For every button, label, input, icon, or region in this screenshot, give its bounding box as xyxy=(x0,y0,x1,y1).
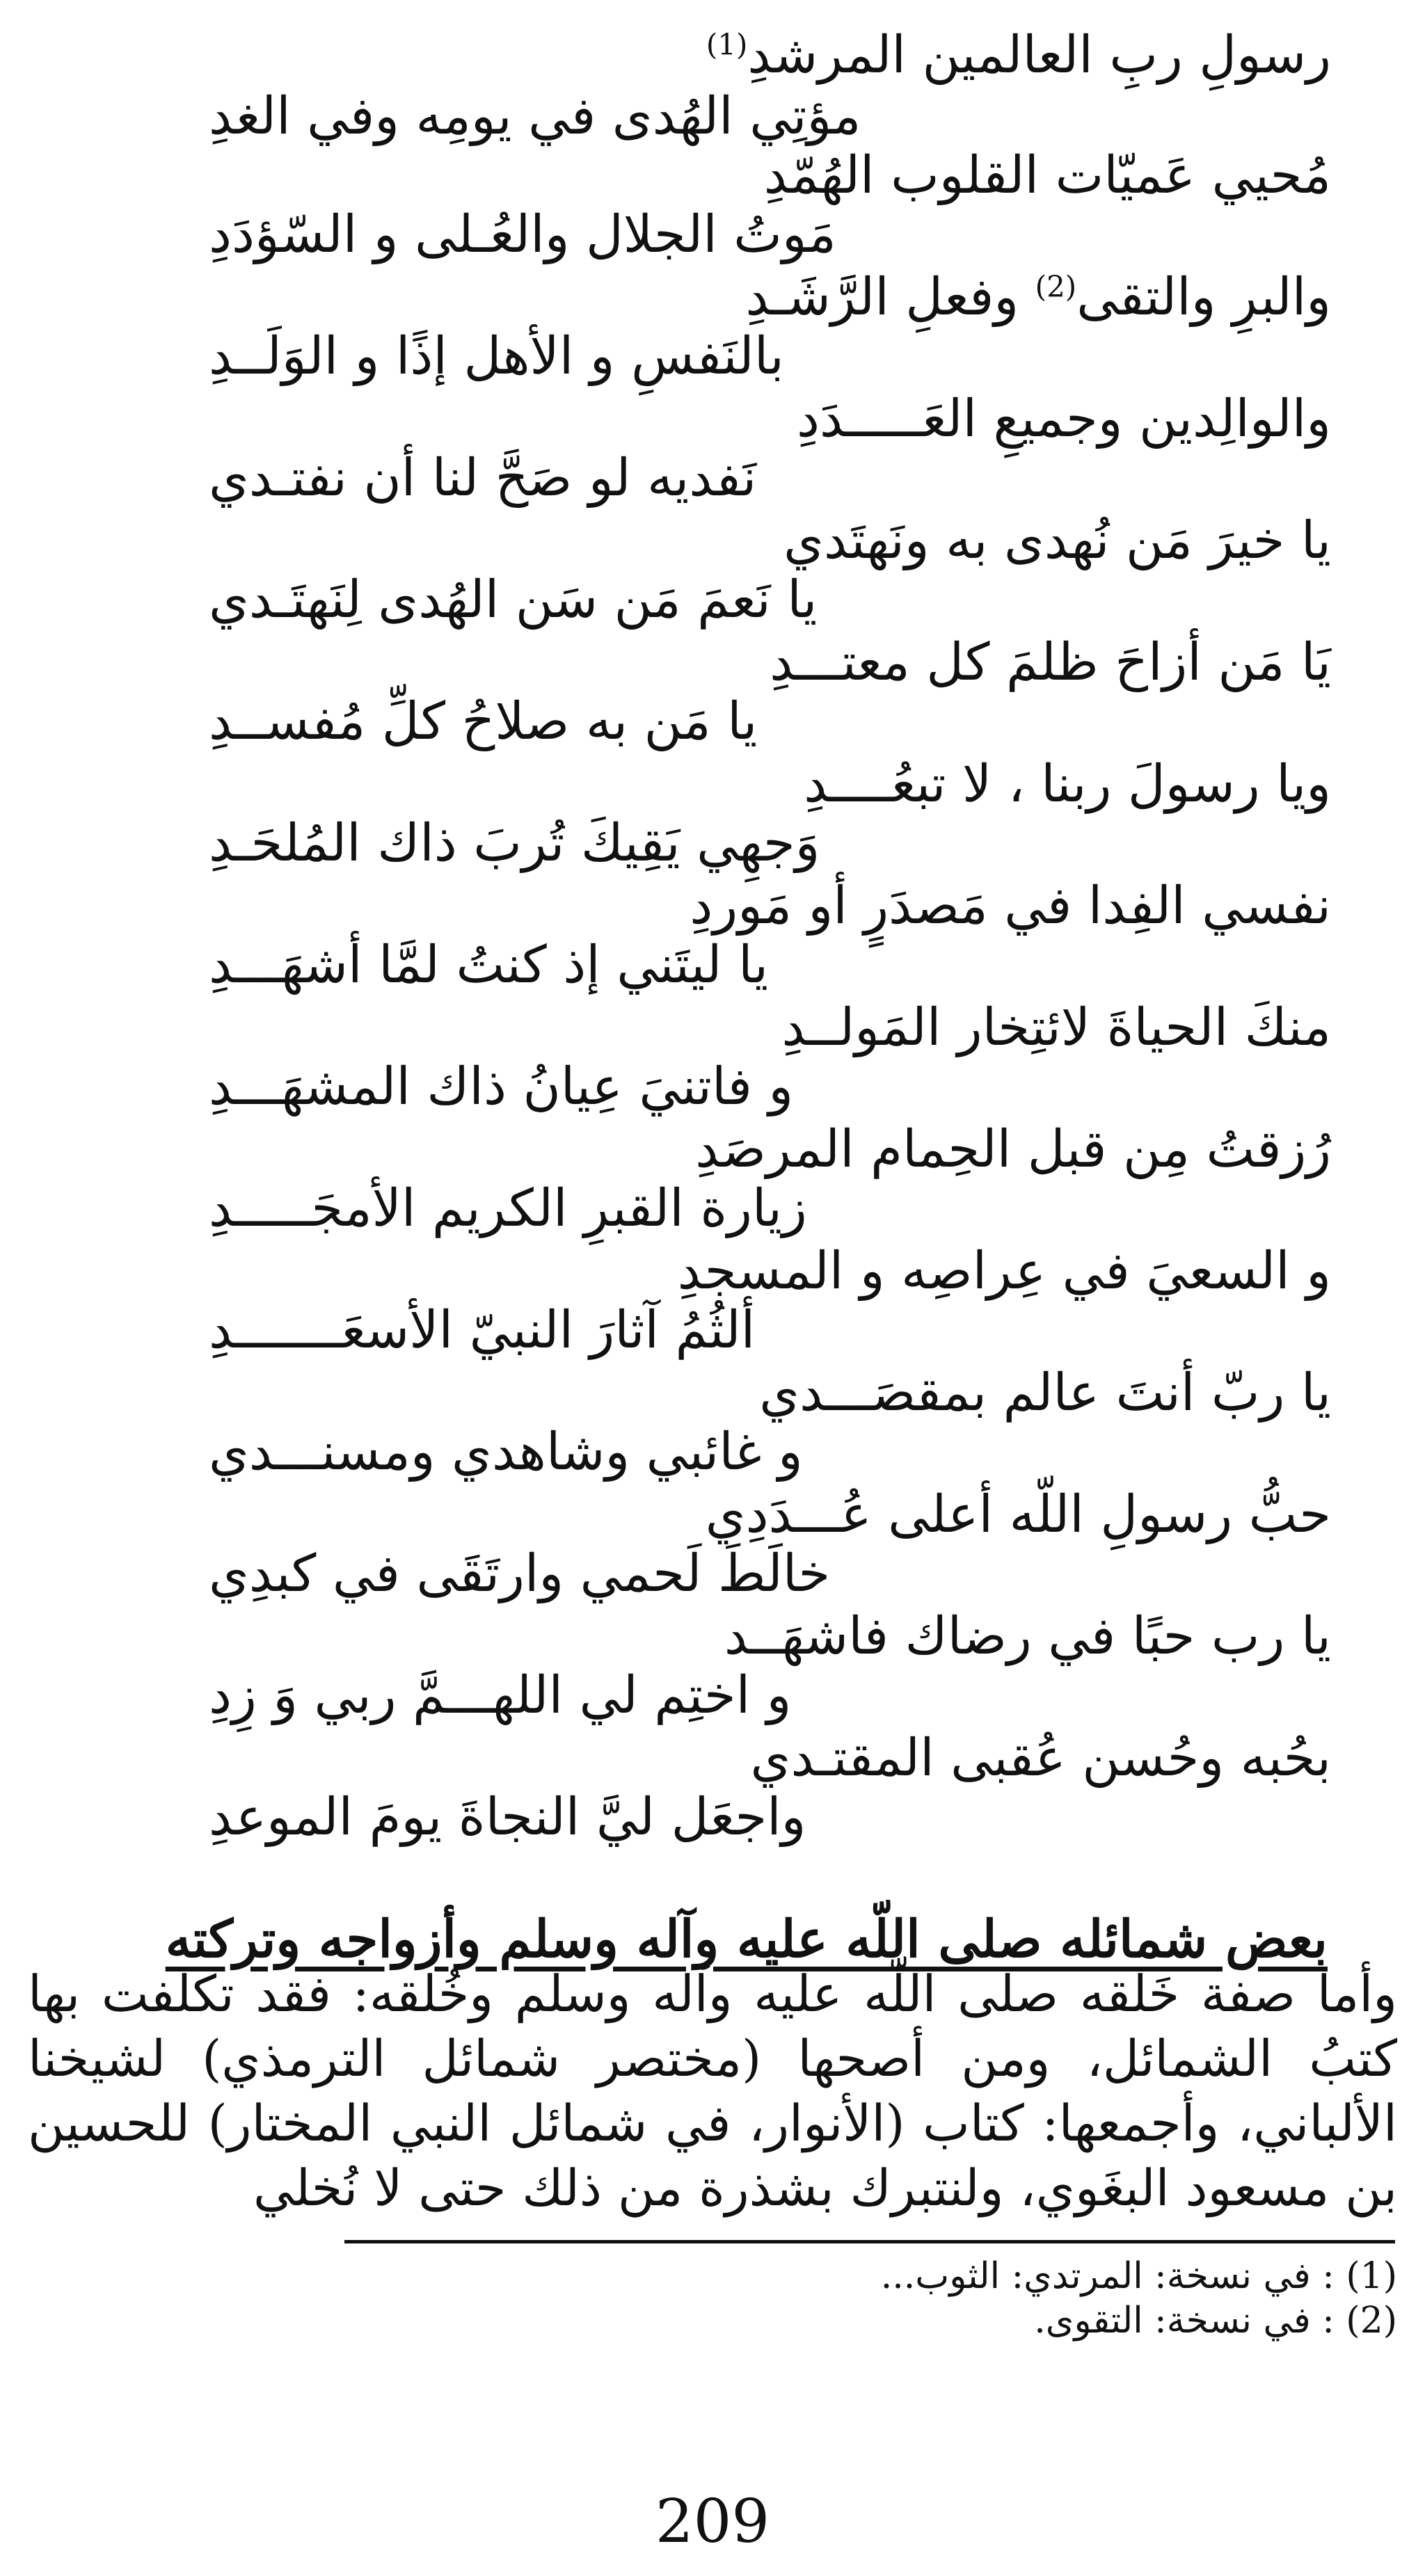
verse-11a: و السعيَ في عِراصِه و المسجدِ xyxy=(677,1241,1331,1301)
verse-1b: مؤتِي الهُدى في يومِه وفي الغدِ xyxy=(209,86,861,146)
verse-5a: يا خيرَ مَن نُهدى به ونَهتَدي xyxy=(783,511,1331,570)
verse-11b: ألثُمُ آثارَ النبيّ الأسعَـــــــدِ xyxy=(209,1300,756,1360)
verse-text: والبرِ والتقى xyxy=(1076,267,1331,327)
verse-4a: والوالِدين وجميعِ العَـــــدَدِ xyxy=(797,389,1331,449)
verse-2b: مَوتُ الجلال والعُـلى و السّؤدَدِ xyxy=(209,205,836,264)
section-heading: بعض شمائله صلى اللّه عليه وآله وسلم وأزواجه وتركته xyxy=(165,1910,1328,1969)
verse-13b: خالَطَ لَحمي وارتَقَى في كبدِي xyxy=(209,1544,831,1603)
verse-9b: و فاتنيَ عِيانُ ذاك المشهَـــدِ xyxy=(209,1057,794,1117)
verse-text: وفعلِ الرَّشَـدِ xyxy=(745,267,1035,327)
verse-2a: مُحيي عَميّات القلوب الهُمّدِ xyxy=(763,145,1331,205)
verse-3b: بالنَفسِ و الأهل إذًا و الوَلَــدِ xyxy=(209,326,784,386)
verse-15b: واجعَل ليَّ النجاةَ يومَ الموعدِ xyxy=(209,1787,806,1847)
paragraph-text: وأما صفة خَلقه صلى اللّه عليه وآله وسلم وخُلقه: فقد تكلفت بها كتبُ الشمائل، ومن أصحها (مختصر شمائل الترمذي) لشيخنا الألباني، وأجمعها: كتاب (الأنوار، في شمائل النبي المختار) للحسين بن مسعود البغَوي، ولنتبرك بشذرة من ذلك حتى لا نُخلي xyxy=(28,1965,1397,2217)
footnote-2: (2) : في نسخة: التقوى. xyxy=(1034,2300,1397,2342)
verse-14b: و اختِم لي اللهـــمَّ ربي وَ زِدِ xyxy=(209,1665,792,1725)
verse-text: رسولِ ربِ العالمين المرشدِ xyxy=(747,25,1331,85)
verse-1a xyxy=(706,25,1331,85)
verse-9a: منكَ الحياةَ لائتِخار المَولــدِ xyxy=(781,998,1331,1057)
footnote-ref: (1) xyxy=(706,27,748,62)
verse-12a: يا ربّ أنتَ عالم بمقصَـــدي xyxy=(759,1363,1331,1423)
body-paragraph xyxy=(28,1962,1397,2221)
verse-4b: نَفديه لو صَحَّ لنا أن نفتـدي xyxy=(209,448,757,508)
verse-6a: يَا مَن أزاحَ ظلمَ كل معتـــدِ xyxy=(770,632,1331,692)
verse-7b: وَجهِي يَقِيكَ تُربَ ذاك المُلحَـدِ xyxy=(209,813,820,873)
verse-8b: يا ليتَني إذ كنتُ لمَّا أشهَـــدِ xyxy=(209,935,769,995)
verse-14a: يا رب حبًا في رضاك فاشهَــد xyxy=(724,1606,1331,1666)
verse-10a: رُزقتُ مِن قبل الحِمام المرصَدِ xyxy=(695,1119,1331,1179)
verse-12b: و غائبي وشاهدي ومسنـــدي xyxy=(209,1422,803,1482)
verse-5b: يا نَعمَ مَن سَن الهُدى لِنَهتَـدي xyxy=(209,570,818,630)
verse-3a xyxy=(745,267,1331,327)
footnotes xyxy=(284,2254,1397,2343)
footnote-ref: (2) xyxy=(1035,269,1077,304)
footnote-1: (1) : في نسخة: المرتدي: الثوب... xyxy=(880,2255,1397,2297)
verse-7a: ويا رسولَ ربنا ، لا تبعُــــدِ xyxy=(804,754,1331,814)
verse-15a: بحُبه وحُسن عُقبى المقتـدي xyxy=(750,1728,1331,1788)
page-number: 209 xyxy=(655,2487,770,2557)
verse-8a: نفسي الفِدا في مَصدَرٍ أو مَوردِ xyxy=(690,876,1331,936)
verse-6b: يا مَن به صلاحُ كلِّ مُفســدِ xyxy=(209,691,758,751)
footnote-divider xyxy=(344,2240,1395,2243)
verse-10b: زيارة القبرِ الكريم الأمجَـــــدِ xyxy=(209,1178,807,1238)
verse-13a: حبُّ رسولِ اللّه أعلى عُـــدَدِي xyxy=(705,1485,1331,1544)
